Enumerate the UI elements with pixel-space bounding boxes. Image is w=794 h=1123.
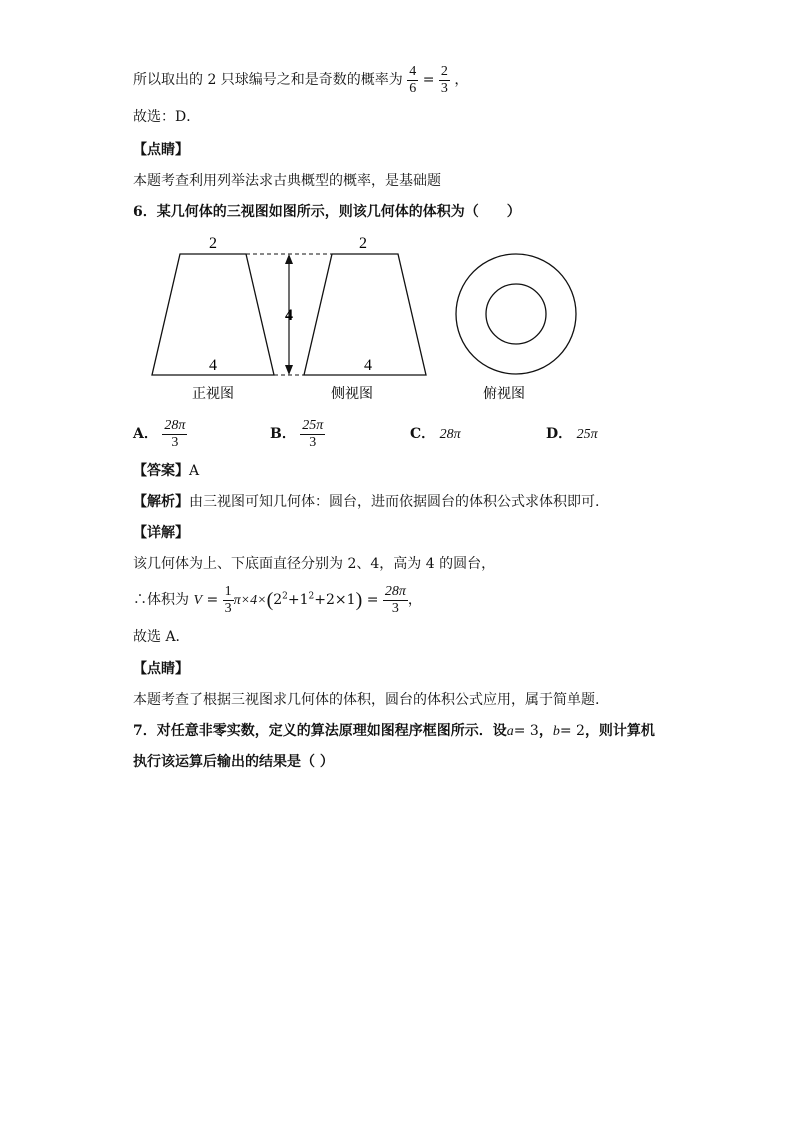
q6-comment-label: 【点睛】 bbox=[133, 661, 189, 677]
analysis-label: 【解析】 bbox=[133, 494, 189, 510]
probability-text: 所以取出的 2 只球编号之和是奇数的概率为 bbox=[133, 72, 403, 88]
fraction-denominator: 3 bbox=[224, 600, 232, 616]
prev-comment-text: 本题考查利用列举法求古典概型的概率，是基础题 bbox=[133, 173, 441, 189]
formula-result bbox=[383, 584, 408, 617]
comma: ， bbox=[407, 592, 422, 608]
front-top-label: 2 bbox=[209, 235, 217, 252]
formula-term-a: 2 bbox=[273, 592, 283, 608]
option-b-label: B． bbox=[270, 426, 296, 442]
side-top-label: 2 bbox=[359, 235, 367, 252]
answer-line bbox=[133, 461, 199, 481]
formula-prefix: ∴体积为 bbox=[133, 592, 189, 608]
fraction-denominator: 3 bbox=[440, 80, 448, 96]
close-paren: ) bbox=[355, 589, 363, 611]
option-b-fraction bbox=[300, 418, 325, 451]
option-d[interactable] bbox=[546, 424, 598, 445]
fraction-numerator: 2 bbox=[440, 63, 448, 79]
fraction-numerator: 25π bbox=[302, 417, 324, 433]
answer-value: A bbox=[189, 463, 200, 479]
comma: ， bbox=[454, 72, 469, 88]
q7-prefix: 7．对任意非零实数，定义的算法原理如图程序框图所示．设 bbox=[133, 723, 507, 739]
equals-sign: = bbox=[366, 592, 379, 608]
answer-label: 【答案】 bbox=[133, 463, 189, 479]
top-view-caption: 俯视图 bbox=[483, 386, 525, 402]
formula-superscript: 2 bbox=[308, 591, 315, 602]
fraction-denominator: 3 bbox=[391, 600, 399, 616]
top-view-outer-circle bbox=[456, 254, 576, 374]
q7-separator: ， bbox=[538, 723, 553, 739]
q7-val-a: = 3 bbox=[513, 723, 539, 739]
formula-superscript: 2 bbox=[282, 591, 288, 602]
formula-middle: π×4× bbox=[233, 593, 267, 608]
equals-sign: = bbox=[206, 592, 219, 608]
fraction-denominator: 3 bbox=[309, 434, 317, 450]
option-d-value: 25π bbox=[576, 427, 598, 442]
q7-var-a: a bbox=[506, 724, 514, 739]
q7-var-b: b bbox=[552, 724, 560, 739]
fraction-4-6 bbox=[407, 64, 418, 97]
fraction-denominator: 3 bbox=[171, 434, 179, 450]
option-a-label: A． bbox=[133, 426, 158, 442]
height-arrow-head-down bbox=[285, 365, 293, 375]
fraction-denominator: 6 bbox=[409, 80, 417, 96]
q7-line1 bbox=[133, 721, 655, 742]
detail-text: 该几何体为上、下底面直径分别为 2、4，高为 4 的圆台， bbox=[133, 556, 496, 572]
q7-val-b: = 2 bbox=[559, 723, 585, 739]
option-a-fraction bbox=[162, 418, 187, 451]
formula-one-third bbox=[223, 584, 234, 617]
q7-suffix: ，则计算机 bbox=[584, 723, 655, 739]
prev-choice-line: 故选：D． bbox=[133, 109, 201, 125]
fraction-2-3 bbox=[439, 64, 450, 97]
fraction-numerator: 4 bbox=[409, 63, 417, 79]
detail-label: 【详解】 bbox=[133, 525, 189, 541]
q7-line2: 执行该运算后输出的结果是（ ） bbox=[133, 754, 334, 770]
front-view-caption: 正视图 bbox=[192, 386, 234, 402]
q6-question: 6．某几何体的三视图如图所示，则该几何体的体积为（ ） bbox=[133, 204, 521, 220]
height-label: 4 bbox=[285, 307, 293, 324]
option-b[interactable] bbox=[270, 414, 325, 454]
fraction-numerator: 28π bbox=[164, 417, 186, 433]
fraction-numerator: 28π bbox=[384, 583, 406, 599]
analysis-text: 由三视图可知几何体：圆台，进而依据圆台的体积公式求体积即可. bbox=[189, 494, 600, 510]
front-bottom-label: 4 bbox=[209, 357, 217, 374]
formula-variable-v: V bbox=[193, 593, 203, 608]
option-c-value: 28π bbox=[439, 427, 461, 442]
three-view-figure bbox=[140, 228, 600, 408]
option-c[interactable] bbox=[410, 424, 461, 445]
height-arrow-head-up bbox=[285, 254, 293, 264]
open-paren: ( bbox=[266, 589, 274, 611]
option-c-label: C． bbox=[410, 426, 436, 442]
side-view-caption: 侧视图 bbox=[331, 386, 373, 402]
formula-term-c: +2×1 bbox=[314, 592, 356, 608]
prev-comment-label: 【点睛】 bbox=[133, 142, 189, 158]
q6-comment-text: 本题考查了根据三视图求几何体的体积，圆台的体积公式应用，属于简单题. bbox=[133, 692, 600, 708]
volume-formula bbox=[133, 580, 422, 620]
option-a[interactable] bbox=[133, 414, 187, 454]
fraction-numerator: 1 bbox=[224, 583, 232, 599]
probability-line bbox=[133, 62, 468, 98]
q6-choice-line: 故选 A． bbox=[133, 629, 190, 645]
equals-sign: = bbox=[422, 72, 435, 88]
option-d-label: D． bbox=[546, 426, 573, 442]
side-bottom-label: 4 bbox=[364, 357, 372, 374]
formula-term-b: +1 bbox=[287, 592, 309, 608]
analysis-line bbox=[133, 492, 599, 512]
top-view-inner-circle bbox=[486, 284, 546, 344]
